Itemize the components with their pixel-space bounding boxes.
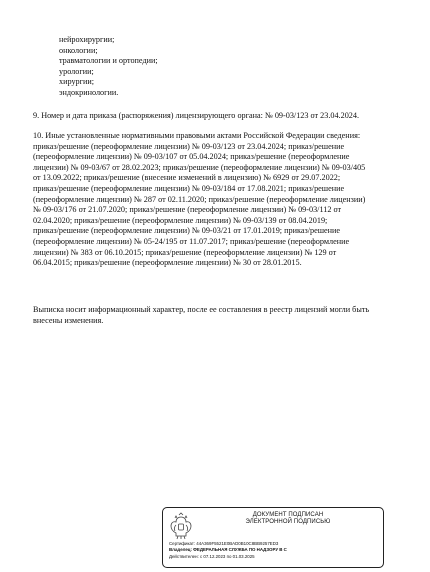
other-info-line: 06.04.2015; приказ/решение (переоформление лицензии) № 30 от 28.01.2015.	[33, 258, 302, 268]
other-info-line: (переоформление лицензии) № 287 от 02.11.2020; приказ/решение (переоформление лицензии)	[33, 194, 366, 204]
specialty-item: хирургии;	[59, 77, 95, 87]
validity-line: Действителен: с 07.12.2023 по 01.03.2025	[169, 553, 255, 559]
specialty-item: травматологии и ортопедии;	[59, 56, 158, 66]
disclaimer-line: Выписка носит информационный характер, после ее составления в реестр лицензий могли быть	[33, 305, 370, 314]
electronic-signature-stamp	[162, 507, 384, 568]
specialty-item: нейрохирургии;	[59, 35, 115, 44]
stamp-title	[197, 512, 379, 527]
specialty-item: эндокринологии.	[59, 87, 119, 97]
other-info-section	[33, 131, 404, 269]
disclaimer-line: внесены изменения.	[33, 315, 104, 325]
stamp-title-line: ДОКУМЕНТ ПОДПИСАН	[252, 512, 324, 518]
specialty-item: урологии;	[59, 66, 94, 76]
other-info-line: приказ/решение (переоформление лицензии) № 09-03/184 от 17.08.2021; приказ/решение	[33, 183, 345, 193]
order-number-section: 9. Номер и дата приказа (распоряжения) лицензирующего органа: № 09-03/123 от 23.04.2024.	[33, 111, 360, 120]
other-info-line: лицензии) № 09-03/67 от 28.02.2023; приказ/решение (переоформление лицензии) № 09-03/405	[33, 162, 366, 172]
disclaimer-note	[33, 305, 404, 326]
other-info-line: № 09-03/176 от 21.07.2020; приказ/решение (переоформление лицензии) № 09-03/112 от	[33, 205, 342, 215]
stamp-title-line: ЭЛЕКТРОННОЙ ПОДПИСЬЮ	[245, 519, 331, 526]
other-info-line: 02.04.2020; приказ/решение (переоформление лицензии) № 09-03/139 от 08.04.2019;	[33, 215, 328, 225]
other-info-line: лицензии) № 383 от 06.10.2015; приказ/решение (переоформление лицензии) № 129 от	[33, 247, 337, 257]
specialty-item: онкологии;	[59, 45, 98, 55]
other-info-line: (переоформление лицензии) № 09-03/107 от 05.04.2024; приказ/решение (переоформление	[33, 152, 350, 162]
stamp-details	[169, 541, 381, 560]
other-info-line: приказ/решение (переоформление лицензии) № 09-03/123 от 23.04.2024; приказ/решение	[33, 141, 345, 151]
specialty-list	[59, 35, 158, 99]
other-info-line: 10. Иные установленные нормативными правовыми актами Российской Федерации сведения:	[33, 131, 361, 140]
certificate-line: Сертификат: 44A369F5521E0BAD0B10C8BB9257ED3	[169, 541, 279, 546]
other-info-line: от 13.09.2022; приказ/решение (внесение изменений в лицензию) № 6929 от 29.07.2022;	[33, 173, 341, 183]
other-info-line: (переоформление лицензии) № 05-24/195 от 11.07.2017; приказ/решение (переоформление	[33, 236, 350, 246]
owner-line: Владелец: ФЕДЕРАЛЬНАЯ СЛУЖБА ПО НАДЗОРУ В С	[169, 547, 287, 553]
coat-of-arms-icon	[168, 512, 194, 540]
other-info-line: приказ/решение (переоформление лицензии) № 09-03/21 от 17.01.2019; приказ/решение	[33, 226, 341, 236]
